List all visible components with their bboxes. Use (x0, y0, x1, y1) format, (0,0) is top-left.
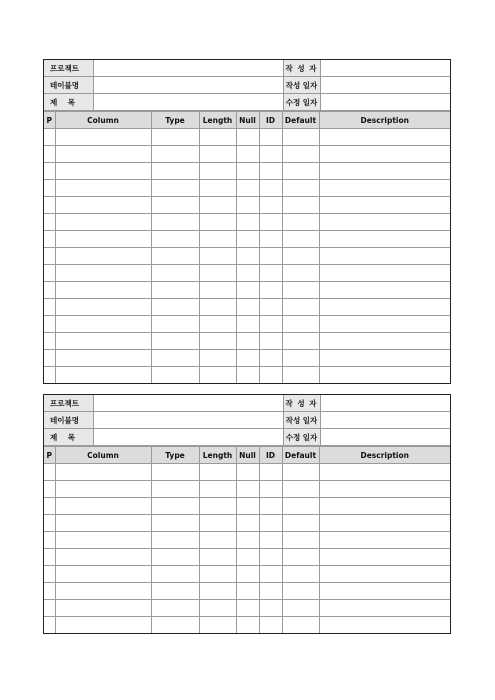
table-row (44, 316, 450, 333)
cell-description[interactable] (319, 282, 450, 299)
cell-null[interactable] (236, 549, 259, 566)
cell-p[interactable] (44, 515, 55, 532)
cell-description[interactable] (319, 549, 450, 566)
cell-default[interactable] (282, 464, 319, 481)
cell-default[interactable] (282, 316, 319, 333)
table-row (44, 350, 450, 367)
project-label: 프로젝트 (44, 60, 93, 77)
cell-id[interactable] (259, 350, 282, 367)
cell-type[interactable] (151, 129, 199, 146)
author-value[interactable] (320, 60, 450, 77)
cell-id[interactable] (259, 583, 282, 600)
cell-null[interactable] (236, 515, 259, 532)
table-row (44, 498, 450, 515)
cell-type[interactable] (151, 600, 199, 617)
title-label: 제 목 (44, 429, 93, 446)
table-name-label: 테이블명 (44, 77, 93, 94)
cell-p[interactable] (44, 163, 55, 180)
sheet-2-column-grid (44, 446, 450, 633)
project-value[interactable] (93, 60, 283, 77)
cell-length[interactable] (199, 180, 236, 197)
cell-p[interactable] (44, 549, 55, 566)
cell-length[interactable] (199, 600, 236, 617)
cell-null[interactable] (236, 566, 259, 583)
cell-column[interactable] (55, 532, 151, 549)
cell-column[interactable] (55, 515, 151, 532)
project-label: 프로젝트 (44, 395, 93, 412)
cell-type[interactable] (151, 316, 199, 333)
cell-length[interactable] (199, 214, 236, 231)
cell-type[interactable] (151, 197, 199, 214)
table-row (44, 617, 450, 634)
table-name-value[interactable] (93, 77, 283, 94)
cell-length[interactable] (199, 333, 236, 350)
table-name-value[interactable] (93, 412, 283, 429)
cell-default[interactable] (282, 299, 319, 316)
title-value[interactable] (93, 94, 283, 111)
cell-type[interactable] (151, 481, 199, 498)
table-row (44, 583, 450, 600)
cell-null[interactable] (236, 299, 259, 316)
cell-description[interactable] (319, 333, 450, 350)
cell-length[interactable] (199, 464, 236, 481)
cell-null[interactable] (236, 600, 259, 617)
cell-null[interactable] (236, 333, 259, 350)
cell-default[interactable] (282, 600, 319, 617)
cell-null[interactable] (236, 350, 259, 367)
cell-type[interactable] (151, 367, 199, 384)
cell-type[interactable] (151, 214, 199, 231)
cell-p[interactable] (44, 333, 55, 350)
cell-column[interactable] (55, 265, 151, 282)
col-header-length: Length (199, 447, 236, 464)
cell-id[interactable] (259, 498, 282, 515)
cell-type[interactable] (151, 498, 199, 515)
col-header-default: Default (282, 112, 319, 129)
cell-null[interactable] (236, 129, 259, 146)
table-row (44, 282, 450, 299)
cell-column[interactable] (55, 282, 151, 299)
table-row (44, 214, 450, 231)
sheet-1-header-info (44, 60, 450, 111)
cell-default[interactable] (282, 282, 319, 299)
cell-description[interactable] (319, 617, 450, 634)
modified-date-value[interactable] (320, 429, 450, 446)
col-header-p: P (44, 112, 55, 129)
cell-null[interactable] (236, 583, 259, 600)
cell-p[interactable] (44, 600, 55, 617)
table-definition-sheet-1 (43, 59, 451, 384)
cell-null[interactable] (236, 248, 259, 265)
cell-type[interactable] (151, 350, 199, 367)
cell-id[interactable] (259, 549, 282, 566)
cell-length[interactable] (199, 549, 236, 566)
cell-default[interactable] (282, 333, 319, 350)
col-header-null: Null (236, 112, 259, 129)
cell-p[interactable] (44, 299, 55, 316)
cell-id[interactable] (259, 146, 282, 163)
cell-length[interactable] (199, 248, 236, 265)
cell-length[interactable] (199, 316, 236, 333)
cell-description[interactable] (319, 583, 450, 600)
cell-id[interactable] (259, 180, 282, 197)
cell-description[interactable] (319, 214, 450, 231)
cell-type[interactable] (151, 231, 199, 248)
cell-column[interactable] (55, 231, 151, 248)
cell-default[interactable] (282, 265, 319, 282)
table-row (44, 163, 450, 180)
cell-length[interactable] (199, 265, 236, 282)
created-date-value[interactable] (320, 412, 450, 429)
grid-header-row (44, 112, 450, 129)
cell-default[interactable] (282, 129, 319, 146)
cell-null[interactable] (236, 498, 259, 515)
created-date-label: 작성 일자 (283, 412, 320, 429)
table-row (44, 129, 450, 146)
cell-default[interactable] (282, 549, 319, 566)
cell-description[interactable] (319, 146, 450, 163)
cell-id[interactable] (259, 515, 282, 532)
col-header-default: Default (282, 447, 319, 464)
cell-column[interactable] (55, 566, 151, 583)
cell-p[interactable] (44, 248, 55, 265)
table-row (44, 515, 450, 532)
cell-description[interactable] (319, 350, 450, 367)
col-header-type: Type (151, 447, 199, 464)
cell-default[interactable] (282, 350, 319, 367)
cell-description[interactable] (319, 498, 450, 515)
cell-column[interactable] (55, 214, 151, 231)
cell-column[interactable] (55, 617, 151, 634)
cell-default[interactable] (282, 583, 319, 600)
cell-column[interactable] (55, 316, 151, 333)
cell-column[interactable] (55, 583, 151, 600)
table-row (44, 367, 450, 384)
cell-null[interactable] (236, 316, 259, 333)
col-header-column: Column (55, 112, 151, 129)
sheet-2-header-info (44, 395, 450, 446)
table-row (44, 231, 450, 248)
cell-description[interactable] (319, 265, 450, 282)
cell-column[interactable] (55, 146, 151, 163)
cell-column[interactable] (55, 350, 151, 367)
table-definition-sheet-2 (43, 394, 451, 634)
cell-column[interactable] (55, 549, 151, 566)
cell-default[interactable] (282, 566, 319, 583)
cell-description[interactable] (319, 180, 450, 197)
cell-type[interactable] (151, 282, 199, 299)
cell-p[interactable] (44, 367, 55, 384)
cell-description[interactable] (319, 464, 450, 481)
cell-type[interactable] (151, 146, 199, 163)
modified-date-value[interactable] (320, 94, 450, 111)
cell-id[interactable] (259, 600, 282, 617)
cell-column[interactable] (55, 197, 151, 214)
grid-header-row (44, 447, 450, 464)
table-row (44, 464, 450, 481)
cell-column[interactable] (55, 129, 151, 146)
table-row (44, 549, 450, 566)
cell-p[interactable] (44, 481, 55, 498)
table-name-label: 테이블명 (44, 412, 93, 429)
table-row (44, 600, 450, 617)
cell-default[interactable] (282, 532, 319, 549)
cell-null[interactable] (236, 163, 259, 180)
cell-p[interactable] (44, 350, 55, 367)
cell-default[interactable] (282, 617, 319, 634)
col-header-type: Type (151, 112, 199, 129)
cell-column[interactable] (55, 180, 151, 197)
col-header-p: P (44, 447, 55, 464)
cell-length[interactable] (199, 129, 236, 146)
cell-description[interactable] (319, 197, 450, 214)
cell-null[interactable] (236, 214, 259, 231)
created-date-value[interactable] (320, 77, 450, 94)
cell-type[interactable] (151, 464, 199, 481)
cell-description[interactable] (319, 566, 450, 583)
col-header-id: ID (259, 112, 282, 129)
cell-description[interactable] (319, 129, 450, 146)
cell-length[interactable] (199, 532, 236, 549)
cell-p[interactable] (44, 146, 55, 163)
cell-default[interactable] (282, 214, 319, 231)
title-label: 제 목 (44, 94, 93, 111)
cell-id[interactable] (259, 566, 282, 583)
cell-default[interactable] (282, 163, 319, 180)
cell-p[interactable] (44, 498, 55, 515)
cell-type[interactable] (151, 566, 199, 583)
cell-column[interactable] (55, 333, 151, 350)
title-value[interactable] (93, 429, 283, 446)
cell-column[interactable] (55, 248, 151, 265)
col-header-null: Null (236, 447, 259, 464)
cell-null[interactable] (236, 464, 259, 481)
table-row (44, 248, 450, 265)
cell-length[interactable] (199, 481, 236, 498)
cell-description[interactable] (319, 231, 450, 248)
cell-null[interactable] (236, 180, 259, 197)
table-row (44, 532, 450, 549)
sheet-1-column-grid (44, 111, 450, 383)
cell-length[interactable] (199, 498, 236, 515)
cell-p[interactable] (44, 566, 55, 583)
cell-default[interactable] (282, 146, 319, 163)
cell-type[interactable] (151, 583, 199, 600)
table-row (44, 566, 450, 583)
table-row (44, 180, 450, 197)
cell-description[interactable] (319, 600, 450, 617)
cell-id[interactable] (259, 231, 282, 248)
table-row (44, 299, 450, 316)
cell-id[interactable] (259, 214, 282, 231)
cell-id[interactable] (259, 316, 282, 333)
cell-p[interactable] (44, 180, 55, 197)
cell-column[interactable] (55, 367, 151, 384)
cell-id[interactable] (259, 197, 282, 214)
cell-null[interactable] (236, 481, 259, 498)
cell-description[interactable] (319, 299, 450, 316)
cell-id[interactable] (259, 129, 282, 146)
cell-default[interactable] (282, 231, 319, 248)
cell-default[interactable] (282, 481, 319, 498)
cell-p[interactable] (44, 129, 55, 146)
table-row (44, 265, 450, 282)
col-header-description: Description (319, 112, 450, 129)
author-label: 작 성 자 (283, 395, 320, 412)
cell-column[interactable] (55, 498, 151, 515)
cell-length[interactable] (199, 350, 236, 367)
col-header-length: Length (199, 112, 236, 129)
cell-null[interactable] (236, 197, 259, 214)
cell-description[interactable] (319, 367, 450, 384)
cell-id[interactable] (259, 282, 282, 299)
cell-p[interactable] (44, 464, 55, 481)
cell-type[interactable] (151, 333, 199, 350)
cell-type[interactable] (151, 163, 199, 180)
cell-length[interactable] (199, 617, 236, 634)
cell-null[interactable] (236, 146, 259, 163)
cell-id[interactable] (259, 617, 282, 634)
cell-type[interactable] (151, 515, 199, 532)
cell-length[interactable] (199, 583, 236, 600)
cell-p[interactable] (44, 617, 55, 634)
cell-length[interactable] (199, 146, 236, 163)
cell-type[interactable] (151, 180, 199, 197)
cell-default[interactable] (282, 367, 319, 384)
table-row (44, 146, 450, 163)
cell-column[interactable] (55, 299, 151, 316)
cell-p[interactable] (44, 214, 55, 231)
cell-length[interactable] (199, 367, 236, 384)
cell-p[interactable] (44, 532, 55, 549)
project-value[interactable] (93, 395, 283, 412)
cell-id[interactable] (259, 367, 282, 384)
cell-id[interactable] (259, 481, 282, 498)
cell-type[interactable] (151, 265, 199, 282)
cell-type[interactable] (151, 248, 199, 265)
cell-type[interactable] (151, 299, 199, 316)
cell-null[interactable] (236, 265, 259, 282)
modified-date-label: 수정 일자 (283, 429, 320, 446)
cell-description[interactable] (319, 481, 450, 498)
cell-description[interactable] (319, 532, 450, 549)
created-date-label: 작성 일자 (283, 77, 320, 94)
cell-id[interactable] (259, 333, 282, 350)
cell-p[interactable] (44, 282, 55, 299)
modified-date-label: 수정 일자 (283, 94, 320, 111)
cell-length[interactable] (199, 163, 236, 180)
cell-p[interactable] (44, 197, 55, 214)
cell-description[interactable] (319, 248, 450, 265)
cell-length[interactable] (199, 231, 236, 248)
cell-default[interactable] (282, 180, 319, 197)
cell-default[interactable] (282, 248, 319, 265)
cell-id[interactable] (259, 265, 282, 282)
cell-description[interactable] (319, 515, 450, 532)
cell-null[interactable] (236, 617, 259, 634)
cell-length[interactable] (199, 299, 236, 316)
cell-column[interactable] (55, 163, 151, 180)
author-value[interactable] (320, 395, 450, 412)
cell-description[interactable] (319, 163, 450, 180)
table-row (44, 333, 450, 350)
cell-id[interactable] (259, 248, 282, 265)
cell-p[interactable] (44, 316, 55, 333)
cell-id[interactable] (259, 532, 282, 549)
cell-length[interactable] (199, 197, 236, 214)
cell-id[interactable] (259, 464, 282, 481)
cell-null[interactable] (236, 367, 259, 384)
cell-default[interactable] (282, 498, 319, 515)
cell-description[interactable] (319, 316, 450, 333)
cell-type[interactable] (151, 617, 199, 634)
cell-default[interactable] (282, 197, 319, 214)
cell-null[interactable] (236, 231, 259, 248)
cell-default[interactable] (282, 515, 319, 532)
cell-column[interactable] (55, 481, 151, 498)
cell-id[interactable] (259, 299, 282, 316)
cell-p[interactable] (44, 231, 55, 248)
cell-p[interactable] (44, 583, 55, 600)
author-label: 작 성 자 (283, 60, 320, 77)
cell-null[interactable] (236, 282, 259, 299)
cell-id[interactable] (259, 163, 282, 180)
table-row (44, 197, 450, 214)
cell-length[interactable] (199, 515, 236, 532)
table-row (44, 481, 450, 498)
col-header-column: Column (55, 447, 151, 464)
cell-p[interactable] (44, 265, 55, 282)
col-header-id: ID (259, 447, 282, 464)
cell-length[interactable] (199, 566, 236, 583)
cell-null[interactable] (236, 532, 259, 549)
cell-column[interactable] (55, 464, 151, 481)
col-header-description: Description (319, 447, 450, 464)
cell-type[interactable] (151, 532, 199, 549)
cell-length[interactable] (199, 282, 236, 299)
cell-type[interactable] (151, 549, 199, 566)
cell-column[interactable] (55, 600, 151, 617)
